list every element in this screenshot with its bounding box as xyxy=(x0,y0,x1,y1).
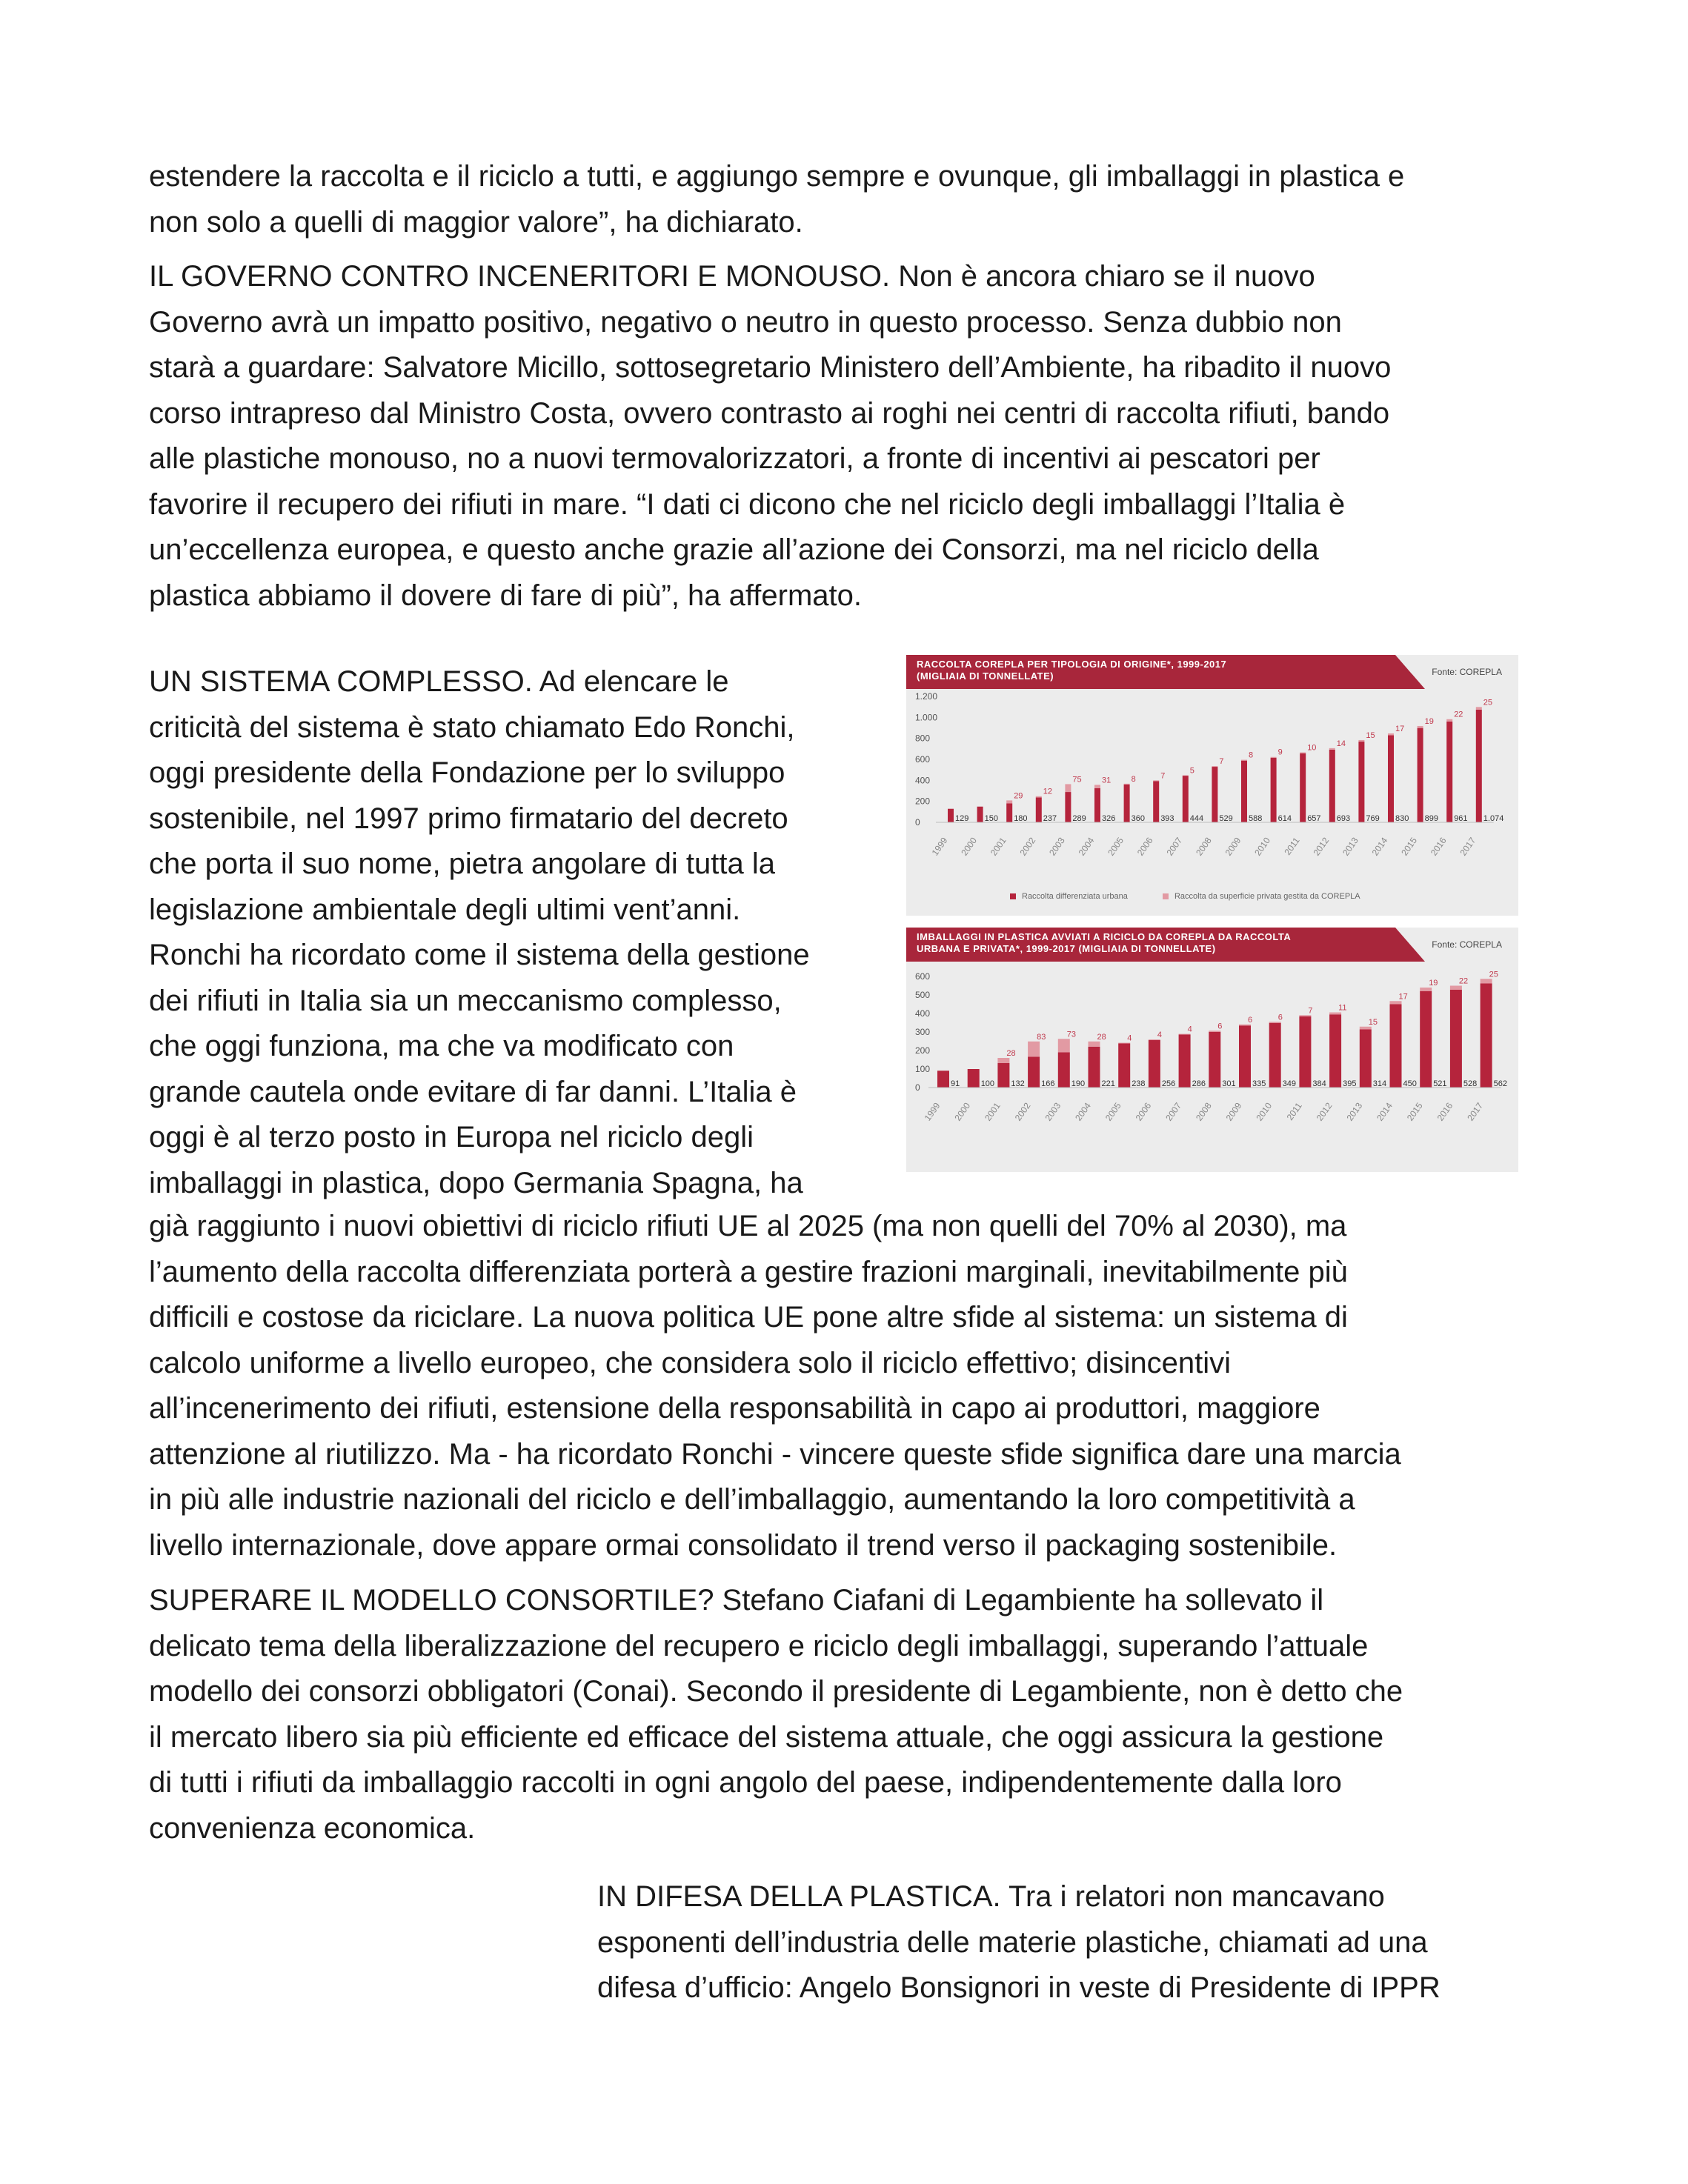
bar-label-series-1: 132 xyxy=(1011,1079,1025,1088)
bar-label-series-2: 12 xyxy=(1043,787,1053,796)
bar-series-1 xyxy=(1065,792,1071,822)
text-line: grande cautela onde evitare di far danni. L’Italia è xyxy=(149,1075,797,1108)
paragraph-sistema-complesso xyxy=(149,659,890,1206)
x-tick-label: 2012 xyxy=(1314,1100,1335,1123)
bar-series-1 xyxy=(1418,728,1423,822)
x-tick-label: 2015 xyxy=(1399,835,1420,858)
bar-series-2 xyxy=(1476,707,1482,710)
x-tick-label: 2000 xyxy=(959,835,980,858)
bar-label-series-2: 29 xyxy=(1014,791,1023,801)
text-line: alle plastiche monouso, no a nuovi termovalorizzatori, a fronte di incentivi ai pescatori per xyxy=(149,442,1320,475)
bar-label-series-1: 326 xyxy=(1102,814,1116,823)
x-tick-label: 2008 xyxy=(1193,1100,1214,1123)
bar-series-1 xyxy=(1028,1057,1040,1088)
chart-plot xyxy=(906,962,1518,1172)
bar-label-series-1: 190 xyxy=(1071,1079,1086,1088)
x-tick-label: 2000 xyxy=(952,1100,973,1123)
x-tick-label: 2009 xyxy=(1223,835,1243,858)
y-tick-label: 1.200 xyxy=(915,691,938,702)
bar-series-1 xyxy=(1476,710,1482,822)
bar-series-2 xyxy=(1124,784,1130,785)
bar-series-2 xyxy=(1241,760,1247,761)
chart-source: Fonte: COREPLA xyxy=(1432,939,1502,950)
bar-series-2 xyxy=(1450,986,1462,991)
text-line: calcolo uniforme a livello europeo, che considera solo il riciclo effettivo; disincentivi xyxy=(149,1346,1231,1379)
bar-label-series-1: 528 xyxy=(1463,1079,1478,1088)
text-line: sostenibile, nel 1997 primo firmatario del decreto xyxy=(149,802,788,835)
chart-source: Fonte: COREPLA xyxy=(1432,667,1502,677)
chart-raccolta-corepla xyxy=(906,655,1518,916)
x-tick-label: 2013 xyxy=(1344,1100,1365,1123)
bar-label-series-2: 6 xyxy=(1217,1022,1223,1031)
legend-swatch xyxy=(1010,893,1016,899)
bar-label-series-1: 238 xyxy=(1132,1079,1146,1088)
bar-label-series-1: 237 xyxy=(1043,814,1057,823)
bar-label-series-1: 588 xyxy=(1249,814,1263,823)
legend-swatch xyxy=(1163,893,1169,899)
text-line: modello dei consorzi obbligatori (Conai). Secondo il presidente di Legambiente, non è detto che xyxy=(149,1675,1403,1708)
x-tick-label: 2004 xyxy=(1073,1100,1093,1123)
chart-title-line: RACCOLTA COREPLA PER TIPOLOGIA DI ORIGINE*, 1999-2017 xyxy=(917,659,1227,670)
bar-label-series-1: 129 xyxy=(955,814,969,823)
bar-series-1 xyxy=(1124,785,1130,822)
x-tick-label: 2001 xyxy=(983,1100,1003,1123)
x-tick-label: 2010 xyxy=(1252,835,1273,858)
x-tick-label: 2002 xyxy=(1017,835,1038,858)
text-line: l’aumento della raccolta differenziata porterà a gestire frazioni marginali, inevitabilmente più xyxy=(149,1255,1348,1288)
text-line: all’incenerimento dei rifiuti, estensione della responsabilità in capo ai produttori, maggiore xyxy=(149,1392,1320,1425)
bar-series-1 xyxy=(1006,804,1012,823)
x-tick-label: 2006 xyxy=(1134,835,1155,858)
y-tick-label: 200 xyxy=(915,796,931,807)
bar-series-1 xyxy=(1036,797,1042,822)
bar-series-2 xyxy=(1179,1034,1191,1035)
y-tick-label: 400 xyxy=(915,775,931,786)
bar-label-series-2: 22 xyxy=(1458,976,1469,986)
text-line: esponenti dell’industria delle materie plastiche, chiamati ad una xyxy=(597,1925,1428,1959)
x-tick-label: 1999 xyxy=(922,1100,943,1123)
bar-series-2 xyxy=(1058,1039,1070,1052)
bar-label-series-1: 830 xyxy=(1395,814,1409,823)
bar-label-series-2: 8 xyxy=(1131,774,1136,784)
bar-label-series-2: 7 xyxy=(1160,771,1166,781)
bar-series-2 xyxy=(1153,780,1159,781)
y-tick-label: 500 xyxy=(915,990,931,1000)
y-tick-label: 1.000 xyxy=(915,712,938,723)
bar-label-series-1: 614 xyxy=(1277,814,1292,823)
bar-series-1 xyxy=(1209,1032,1220,1088)
bar-series-2 xyxy=(1149,1039,1160,1040)
chart-plot xyxy=(906,689,1518,889)
bar-label-series-2: 9 xyxy=(1277,748,1283,757)
text-line: plastica abbiamo il dovere di fare di più”, ha affermato. xyxy=(149,579,863,612)
bar-series-1 xyxy=(1179,1035,1191,1088)
bar-series-1 xyxy=(937,1071,949,1088)
bar-label-series-2: 17 xyxy=(1395,725,1405,734)
x-tick-label: 2011 xyxy=(1282,835,1302,857)
chart-title-line: URBANA E PRIVATA*, 1999-2017 (MIGLIAIA DI TONNELLATE) xyxy=(917,943,1216,954)
bar-label-series-2: 31 xyxy=(1102,776,1112,785)
bar-series-1 xyxy=(1118,1044,1130,1088)
text-line: criticità del sistema è stato chiamato Edo Ronchi, xyxy=(149,710,795,744)
bar-label-series-2: 6 xyxy=(1277,1013,1283,1022)
bar-series-2 xyxy=(1329,748,1335,750)
x-tick-label: 2010 xyxy=(1254,1100,1275,1123)
bar-series-1 xyxy=(997,1063,1009,1088)
bar-series-2 xyxy=(1239,1025,1251,1026)
x-tick-label: 2007 xyxy=(1163,1100,1184,1123)
paragraph-governo xyxy=(149,254,1539,619)
bar-series-1 xyxy=(1360,1030,1372,1088)
bar-series-2 xyxy=(1388,733,1394,735)
text-line: Governo avrà un impatto positivo, negativo o neutro in questo processo. Senza dubbio non xyxy=(149,305,1342,339)
bar-series-2 xyxy=(1036,796,1042,798)
bar-series-2 xyxy=(1420,988,1432,991)
bar-series-2 xyxy=(1094,785,1100,788)
text-line: attenzione al riutilizzo. Ma - ha ricordato Ronchi - vincere queste sfide significa dare una marcia xyxy=(149,1437,1401,1471)
bar-label-series-1: 769 xyxy=(1366,814,1380,823)
bar-series-1 xyxy=(1388,735,1394,822)
bar-label-series-1: 444 xyxy=(1189,814,1204,823)
bar-label-series-1: 314 xyxy=(1372,1079,1387,1088)
text-line: in più alle industrie nazionali del riciclo e dell’imballaggio, aumentando la loro competitività a xyxy=(149,1483,1355,1516)
bar-label-series-2: 83 xyxy=(1037,1032,1046,1042)
bar-series-1 xyxy=(1446,722,1452,822)
y-tick-label: 600 xyxy=(915,754,931,765)
bar-label-series-2: 11 xyxy=(1338,1003,1347,1013)
chart-title xyxy=(917,931,1376,955)
bar-label-series-2: 7 xyxy=(1308,1006,1313,1016)
bar-series-1 xyxy=(1149,1040,1160,1088)
bar-series-1 xyxy=(1183,776,1189,822)
text-line: convenienza economica. xyxy=(149,1811,476,1845)
bar-label-series-2: 19 xyxy=(1429,979,1438,988)
paragraph-closing-quote xyxy=(149,154,1539,245)
bar-series-2 xyxy=(1299,1015,1311,1016)
bar-label-series-1: 166 xyxy=(1041,1079,1055,1088)
paragraph-difesa-plastica xyxy=(597,1874,1546,2011)
bar-label-series-2: 15 xyxy=(1366,730,1375,740)
text-line: di tutti i rifiuti da imballaggio raccolti in ogni angolo del paese, indipendentemente dalla loro xyxy=(149,1766,1342,1799)
y-tick-label: 0 xyxy=(915,1082,920,1093)
bar-series-2 xyxy=(1360,1027,1372,1030)
bar-series-2 xyxy=(1209,1031,1220,1032)
text-line: difficili e costose da riciclare. La nuova politica UE pone altre sfide al sistema: un sistema di xyxy=(149,1301,1348,1334)
x-tick-label: 2011 xyxy=(1284,1100,1304,1122)
bar-label-series-2: 15 xyxy=(1368,1017,1378,1027)
bar-label-series-2: 22 xyxy=(1454,710,1463,719)
x-tick-label: 2007 xyxy=(1164,835,1185,858)
text-line: che oggi funziona, ma che va modificato con xyxy=(149,1030,734,1062)
x-tick-label: 2003 xyxy=(1047,835,1067,858)
bar-label-series-1: 286 xyxy=(1192,1079,1206,1088)
bar-label-series-1: 91 xyxy=(951,1079,960,1088)
legend-label: Raccolta differenziata urbana xyxy=(1022,892,1128,901)
bar-label-series-2: 25 xyxy=(1489,970,1498,979)
text-line: IN DIFESA DELLA PLASTICA. Tra i relatori non mancavano xyxy=(597,1880,1385,1913)
text-line: UN SISTEMA COMPLESSO. Ad elencare le xyxy=(149,665,729,698)
bar-label-series-2: 4 xyxy=(1187,1025,1192,1034)
bar-label-series-1: 301 xyxy=(1222,1079,1236,1088)
text-line: non solo a quelli di maggior valore”, ha dichiarato. xyxy=(149,205,803,239)
bar-series-1 xyxy=(948,809,954,822)
bar-label-series-1: 562 xyxy=(1493,1079,1507,1088)
bar-label-series-1: 384 xyxy=(1312,1079,1326,1088)
x-tick-label: 2008 xyxy=(1194,835,1214,858)
x-tick-label: 2013 xyxy=(1340,835,1360,858)
bar-series-2 xyxy=(1028,1042,1040,1057)
bar-series-1 xyxy=(1212,767,1217,822)
bar-series-1 xyxy=(1241,761,1247,822)
bar-series-1 xyxy=(1420,991,1432,1088)
chart-legend xyxy=(1010,892,1393,901)
bar-label-series-1: 529 xyxy=(1219,814,1233,823)
text-line: oggi presidente della Fondazione per lo sviluppo xyxy=(149,756,785,789)
text-line: corso intrapreso dal Ministro Costa, ovvero contrasto ai roghi nei centri di raccolta rifiuti, bando xyxy=(149,396,1390,430)
chart-imballaggi-riciclo xyxy=(906,928,1518,1172)
text-line: IL GOVERNO CONTRO INCENERITORI E MONOUSO. Non è ancora chiaro se il nuovo xyxy=(149,260,1315,293)
bar-label-series-2: 5 xyxy=(1189,766,1194,776)
x-tick-label: 2016 xyxy=(1435,1100,1455,1123)
x-tick-label: 2003 xyxy=(1043,1100,1063,1123)
y-tick-label: 300 xyxy=(915,1027,931,1037)
paragraph-modello-consortile xyxy=(149,1578,1539,1851)
bar-series-2 xyxy=(1183,775,1189,776)
bar-label-series-1: 150 xyxy=(984,814,998,823)
text-line: il mercato libero sia più efficiente ed efficace del sistema attuale, che oggi assicura la gestione xyxy=(149,1720,1384,1754)
bar-series-2 xyxy=(1446,719,1452,722)
text-line: legislazione ambientale degli ultimi vent’anni. xyxy=(149,893,741,926)
bar-series-1 xyxy=(1153,781,1159,822)
bar-label-series-1: 289 xyxy=(1072,814,1086,823)
text-line: starà a guardare: Salvatore Micillo, sottosegretario Ministero dell’Ambiente, ha ribadito il nuovo xyxy=(149,351,1392,384)
bar-label-series-1: 393 xyxy=(1160,814,1174,823)
text-line: che porta il suo nome, pietra angolare di tutta la xyxy=(149,848,775,880)
bar-label-series-1: 450 xyxy=(1403,1079,1417,1088)
bar-label-series-2: 8 xyxy=(1249,750,1254,760)
text-line: oggi è al terzo posto in Europa nel riciclo degli xyxy=(149,1121,754,1153)
x-tick-label: 2004 xyxy=(1076,835,1097,858)
x-tick-label: 2014 xyxy=(1369,835,1390,858)
legend-label: Raccolta da superficie privata gestita da COREPLA xyxy=(1174,892,1360,901)
bar-label-series-2: 25 xyxy=(1483,698,1493,708)
text-line: favorire il recupero dei rifiuti in mare. “I dati ci dicono che nel riciclo degli imballaggi l’Italia è xyxy=(149,487,1346,521)
bar-label-series-2: 17 xyxy=(1398,992,1408,1002)
bar-series-1 xyxy=(1450,990,1462,1088)
bar-label-series-2: 75 xyxy=(1072,775,1082,785)
bar-series-2 xyxy=(1358,740,1364,742)
x-tick-label: 2014 xyxy=(1375,1100,1395,1123)
bar-series-2 xyxy=(1390,1001,1402,1004)
bar-label-series-2: 14 xyxy=(1336,739,1346,748)
bar-label-series-1: 899 xyxy=(1424,814,1438,823)
bar-series-2 xyxy=(1006,800,1012,803)
bar-label-series-1: 521 xyxy=(1433,1079,1447,1088)
bar-label-series-1: 961 xyxy=(1454,814,1468,823)
text-line: dei rifiuti in Italia sia un meccanismo complesso, xyxy=(149,984,782,1017)
bar-series-1 xyxy=(1271,758,1277,822)
bar-label-series-2: 6 xyxy=(1248,1015,1253,1025)
text-line: SUPERARE IL MODELLO CONSORTILE? Stefano Ciafani di Legambiente ha sollevato il xyxy=(149,1584,1324,1617)
bar-label-series-1: 657 xyxy=(1307,814,1321,823)
y-tick-label: 800 xyxy=(915,733,931,744)
bar-label-series-2: 28 xyxy=(1006,1049,1016,1058)
bar-series-2 xyxy=(1212,766,1217,767)
bar-series-1 xyxy=(1094,788,1100,822)
legend-item xyxy=(1163,892,1360,901)
bar-label-series-1: 349 xyxy=(1282,1079,1297,1088)
bar-series-1 xyxy=(1299,1016,1311,1088)
bar-series-2 xyxy=(1481,979,1492,983)
text-line: delicato tema della liberalizzazione del recupero e riciclo degli imballaggi, superando l’attuale xyxy=(149,1629,1369,1662)
bar-series-2 xyxy=(1089,1042,1100,1047)
text-line: già raggiunto i nuovi obiettivi di riciclo rifiuti UE al 2025 (ma non quelli del 70% al 2030), ma xyxy=(149,1210,1347,1242)
bar-label-series-1: 1.074 xyxy=(1483,814,1504,823)
bar-label-series-2: 4 xyxy=(1127,1033,1132,1043)
bar-series-1 xyxy=(1269,1023,1281,1088)
bar-label-series-1: 100 xyxy=(980,1079,995,1088)
x-tick-label: 2002 xyxy=(1012,1100,1033,1123)
x-tick-label: 2012 xyxy=(1311,835,1332,858)
chart-title xyxy=(917,659,1376,682)
y-tick-label: 100 xyxy=(915,1064,931,1074)
x-tick-label: 2005 xyxy=(1103,1100,1123,1123)
bar-series-1 xyxy=(1239,1025,1251,1088)
chart-title-line: IMBALLAGGI IN PLASTICA AVVIATI A RICICLO DA COREPLA DA RACCOLTA xyxy=(917,931,1292,942)
paragraph-sistema-complesso-cont xyxy=(149,1204,1539,1568)
bar-label-series-2: 7 xyxy=(1219,757,1224,767)
bar-series-1 xyxy=(1481,984,1492,1088)
bar-series-2 xyxy=(1065,784,1071,792)
bar-series-2 xyxy=(1329,1013,1341,1015)
x-tick-label: 2017 xyxy=(1465,1100,1486,1123)
x-tick-label: 2016 xyxy=(1428,835,1449,858)
x-tick-label: 2017 xyxy=(1458,835,1478,858)
bar-label-series-1: 395 xyxy=(1343,1079,1357,1088)
chart-header xyxy=(906,655,1518,689)
bar-label-series-1: 221 xyxy=(1101,1079,1115,1088)
bar-series-2 xyxy=(997,1058,1009,1063)
bar-series-2 xyxy=(1269,1022,1281,1023)
bar-label-series-2: 19 xyxy=(1424,716,1434,726)
x-tick-label: 2015 xyxy=(1404,1100,1425,1123)
bar-series-1 xyxy=(1058,1053,1070,1088)
bar-label-series-2: 28 xyxy=(1097,1032,1106,1042)
chart-header xyxy=(906,928,1518,962)
bar-label-series-1: 256 xyxy=(1161,1079,1176,1088)
y-tick-label: 400 xyxy=(915,1008,931,1019)
y-tick-label: 200 xyxy=(915,1045,931,1056)
x-tick-label: 2009 xyxy=(1223,1100,1244,1123)
bar-series-1 xyxy=(1390,1005,1402,1088)
text-line: imballaggi in plastica, dopo Germania Spagna, ha xyxy=(149,1166,803,1199)
bar-series-1 xyxy=(1089,1047,1100,1088)
bar-series-2 xyxy=(1271,757,1277,758)
text-line: estendere la raccolta e il riciclo a tutti, e aggiungo sempre e ovunque, gli imballaggi in plastica e xyxy=(149,160,1405,193)
y-tick-label: 0 xyxy=(915,817,920,828)
bar-series-2 xyxy=(1418,726,1423,728)
x-tick-label: 2005 xyxy=(1106,835,1126,858)
bar-label-series-1: 335 xyxy=(1252,1079,1266,1088)
chart-title-line: (MIGLIAIA DI TONNELLATE) xyxy=(917,670,1054,682)
bar-series-1 xyxy=(1358,742,1364,822)
bar-label-series-1: 360 xyxy=(1131,814,1145,823)
bar-series-1 xyxy=(977,807,983,822)
bar-series-1 xyxy=(1329,1014,1341,1088)
bar-label-series-2: 10 xyxy=(1307,743,1317,753)
text-line: livello internazionale, dove appare ormai consolidato il trend verso il packaging sostenibile. xyxy=(149,1528,1338,1562)
x-tick-label: 2001 xyxy=(988,835,1009,858)
bar-label-series-2: 73 xyxy=(1066,1030,1077,1039)
bar-label-series-1: 180 xyxy=(1014,814,1028,823)
y-tick-label: 600 xyxy=(915,971,931,982)
text-line: un’eccellenza europea, e questo anche grazie all’azione dei Consorzi, ma nel riciclo della xyxy=(149,533,1319,566)
bar-series-1 xyxy=(968,1069,980,1088)
bar-label-series-1: 693 xyxy=(1336,814,1351,823)
bar-series-2 xyxy=(1118,1043,1130,1044)
text-line: difesa d’ufficio: Angelo Bonsignori in veste di Presidente di IPPR xyxy=(597,1971,1441,2004)
bar-label-series-2: 4 xyxy=(1157,1031,1163,1039)
x-tick-label: 2006 xyxy=(1133,1100,1154,1123)
bar-series-1 xyxy=(1329,750,1335,822)
x-tick-label: 1999 xyxy=(929,835,950,858)
bar-series-1 xyxy=(1300,753,1306,822)
text-line: Ronchi ha ricordato come il sistema della gestione xyxy=(149,939,810,971)
legend-item xyxy=(1010,892,1128,901)
